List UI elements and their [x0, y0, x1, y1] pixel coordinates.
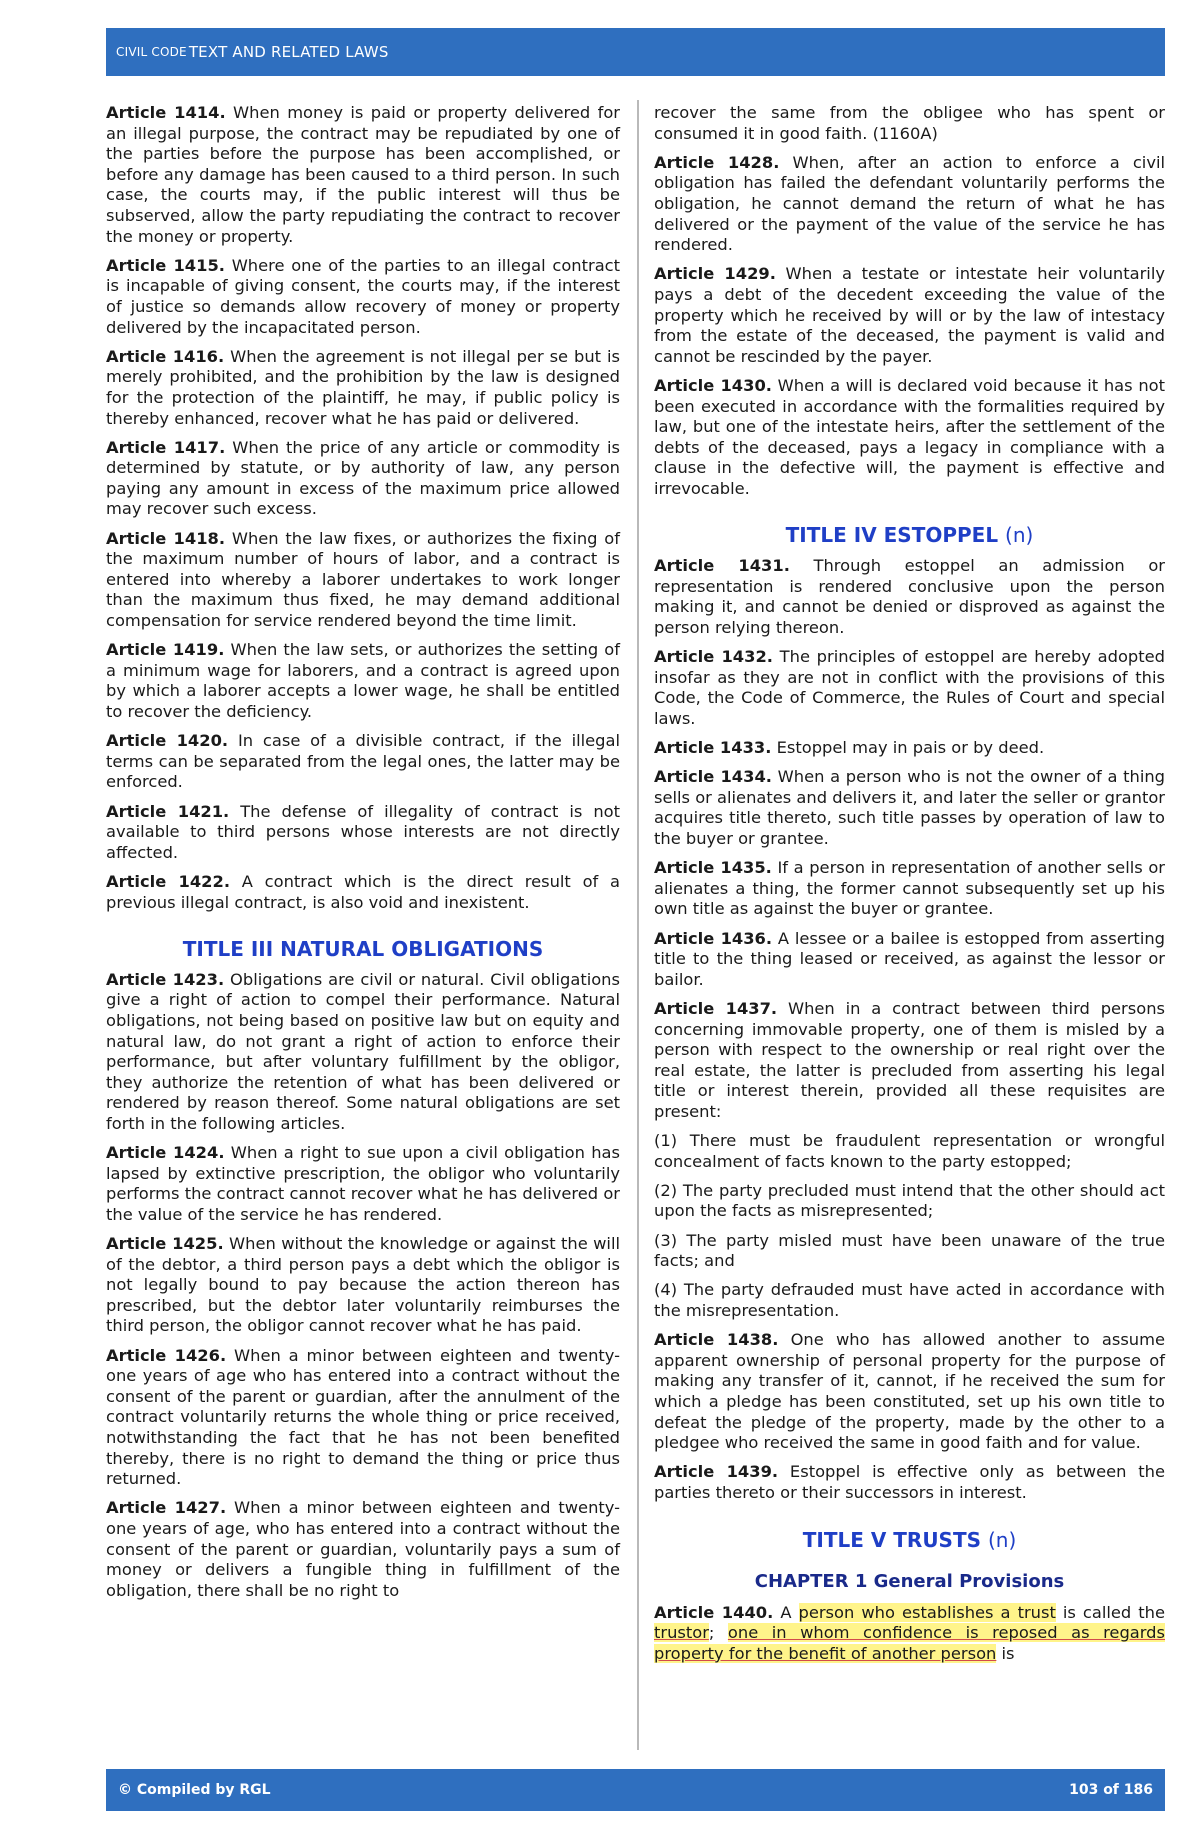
right-column [654, 103, 1165, 1673]
article-1427: Article 1427. When a minor between eighteen and twenty-one years of age, who has entered into a contract without the consent of the parent or guardian, voluntarily pays a sum of money or delivers a fungible thing in fulfillment of the obligation, there shall be no right to [106, 1498, 620, 1600]
requisite-3: (3) The party misled must have been unaware of the true facts; and [654, 1230, 1165, 1271]
highlight-trustor-def: person who establishes a trust [798, 1602, 1056, 1622]
article-1435: Article 1435. If a person in representation of another sells or alienates a thing, the former cannot subsequently set up his own title as against the buyer or grantee. [654, 858, 1165, 919]
article-1421: Article 1421. The defense of illegality of contract is not available to third persons whose interests are not directly affected. [106, 801, 620, 862]
article-1417: Article 1417. When the price of any article or commodity is determined by statute, or by authority of law, any person paying any amount in excess of the maximum price allowed may recover such excess. [106, 437, 621, 519]
page-number: 103 of 186 [1069, 1782, 1153, 1798]
footer-bar [106, 1769, 1165, 1811]
left-column [106, 103, 620, 1610]
article-1431: Article 1431. Through estoppel an admission or representation is rendered conclusive upon the person making it, and cannot be denied or disproved as against the person relying thereon. [654, 556, 1165, 637]
article-1434: Article 1434. When a person who is not the owner of a thing sells or alienates and delivers it, and later the seller or grantor acquires title thereto, such title passes by operation of law to the buyer or grantee. [654, 767, 1166, 848]
title-iv-heading: TITLE IV ESTOPPEL (n) [785, 523, 1034, 548]
title-v-heading: TITLE V TRUSTS (n) [802, 1527, 1017, 1552]
title-iii-heading: TITLE III NATURAL OBLIGATIONS [182, 937, 544, 962]
article-1430: Article 1430. When a will is declared void because it has not been executed in accordance with the formalities required by law, but one of the intestate heirs, after the settlement of the debts of the deceased, pays a legacy in compliance with a clause in the defective will, the payment is effective and irrevocable. [654, 375, 1165, 498]
requisite-1: (1) There must be fraudulent representation or wrongful concealment of facts known to the party estopped; [654, 1131, 1165, 1171]
article-1427-continued: recover the same from the obligee who has spent or consumed it in good faith. (1160A) [654, 103, 1165, 143]
article-1416: Article 1416. When the agreement is not illegal per se but is merely prohibited, and the prohibition by the law is designed for the protection of the plaintiff, he may, if public policy is thereby enhanced, recover what he has paid or delivered. [106, 346, 620, 428]
article-1415: Article 1415. Where one of the parties to an illegal contract is incapable of giving consent, the courts may, if the interest of justice so demands allow recovery of money or property delivered by the incapacitated person. [106, 255, 621, 337]
article-1429: Article 1429. When a testate or intestate heir voluntarily pays a debt of the decedent exceeding the value of the property which he received by will or by the law of intestacy from the estate of the deceased, the payment is valid and cannot be rescinded by the payer. [654, 264, 1165, 366]
requisite-4: (4) The party defrauded must have acted in accordance with the misrepresentation. [654, 1280, 1165, 1320]
article-1433: Article 1433. Estoppel may in pais or by deed. [654, 738, 1045, 757]
article-1423: Article 1423. Obligations are civil or natural. Civil obligations give a right of action to compel their performance. Natural obligations, not being based on positive law but on equity and natural law, do not grant a right of action to enforce their performance, but after voluntary fulfillment by the obligor, they authorize the retention of what has been delivered or rendered by reason thereof. Some natural obligations are set forth in the following articles. [106, 969, 620, 1133]
highlight-trustor: trustor [654, 1623, 709, 1643]
article-1418: Article 1418. When the law fixes, or authorizes the fixing of the maximum number of hours of labor, and a contract is entered into whereby a laborer undertakes to work longer than the maximum thus fixed, he may demand additional compensation for service rendered beyond the time limit. [106, 528, 620, 631]
header-bar [106, 28, 1165, 76]
chapter-1-heading: CHAPTER 1 General Provisions [754, 1571, 1065, 1593]
column-divider [637, 100, 639, 1750]
article-1425: Article 1425. When without the knowledge or against the will of the debtor, a third person pays a debt which the obligor is not legally bound to pay because the action thereon has prescribed, but the debtor later voluntarily reimburses the third person, the obligor cannot recover what he has paid. [106, 1234, 620, 1336]
article-1437: Article 1437. When in a contract between third persons concerning immovable property, one of them is misled by a person with respect to the ownership or real right over the real estate, the latter is precluded from asserting his legal title or interest therein, provided all these requisites are present: [654, 998, 1165, 1121]
article-1432: Article 1432. The principles of estoppel are hereby adopted insofar as they are not in conflict with the provisions of this Code, the Code of Commerce, the Rules of Court and special laws. [654, 647, 1165, 728]
article-1428: Article 1428. When, after an action to enforce a civil obligation has failed the defendant voluntarily performs the obligation, he cannot demand the return of what he has delivered or the payment of the value of the service he has rendered. [654, 152, 1166, 255]
header-prefix: CIVIL CODE [116, 45, 187, 59]
article-1436: Article 1436. A lessee or a bailee is estopped from asserting title to the thing leased or received, as against the lessor or bailor. [654, 928, 1165, 989]
article-1414: Article 1414. When money is paid or property delivered for an illegal purpose, the contract may be repudiated by one of the parties before the purpose has been accomplished, or before any damage has been caused to a third person. In such case, the courts may, if the public interest will thus be subserved, allow the party repudiating the contract to recover the money or property. [106, 103, 620, 246]
header-title: TEXT AND RELATED LAWS [188, 43, 389, 61]
requisite-2: (2) The party precluded must intend that the other should act upon the facts as misrepresented; [654, 1180, 1165, 1221]
highlight-trustee-def: one in whom confidence is reposed as regards property for the benefit of another person [654, 1623, 1165, 1663]
article-1424: Article 1424. When a right to sue upon a civil obligation has lapsed by extinctive prescription, the obligor who voluntarily performs the contract cannot recover what he has delivered or the value of the service he has rendered. [106, 1143, 621, 1224]
article-1438: Article 1438. One who has allowed another to assume apparent ownership of personal property for the purpose of making any transfer of it, cannot, if he received the sum for which a pledge has been constituted, set up his own title to defeat the pledge of the property, made by the other to a pledgee who received the same in good faith and for value. [654, 1330, 1165, 1453]
article-1422: Article 1422. A contract which is the direct result of a previous illegal contract, is also void and inexistent. [106, 871, 620, 912]
article-1440: Article 1440. A person who establishes a trust is called the trustor; one in whom confidence is reposed as regards property for the benefit of another person is [654, 1602, 1165, 1663]
article-1439: Article 1439. Estoppel is effective only as between the parties thereto or their successors in interest. [654, 1462, 1166, 1502]
footer-credit: © Compiled by RGL [118, 1782, 271, 1798]
article-1420: Article 1420. In case of a divisible contract, if the illegal terms can be separated from the legal ones, the latter may be enforced. [106, 731, 621, 792]
article-1426: Article 1426. When a minor between eighteen and twenty-one years of age who has entered into a contract without the consent of the parent or guardian, after the annulment of the contract voluntarily returns the whole thing or price received, notwithstanding the fact that he has not been benefited thereby, there is no right to demand the thing or price thus returned. [106, 1345, 620, 1489]
article-1419: Article 1419. When the law sets, or authorizes the setting of a minimum wage for laborers, and a contract is agreed upon by which a laborer accepts a lower wage, he shall be entitled to recover the deficiency. [106, 640, 620, 721]
